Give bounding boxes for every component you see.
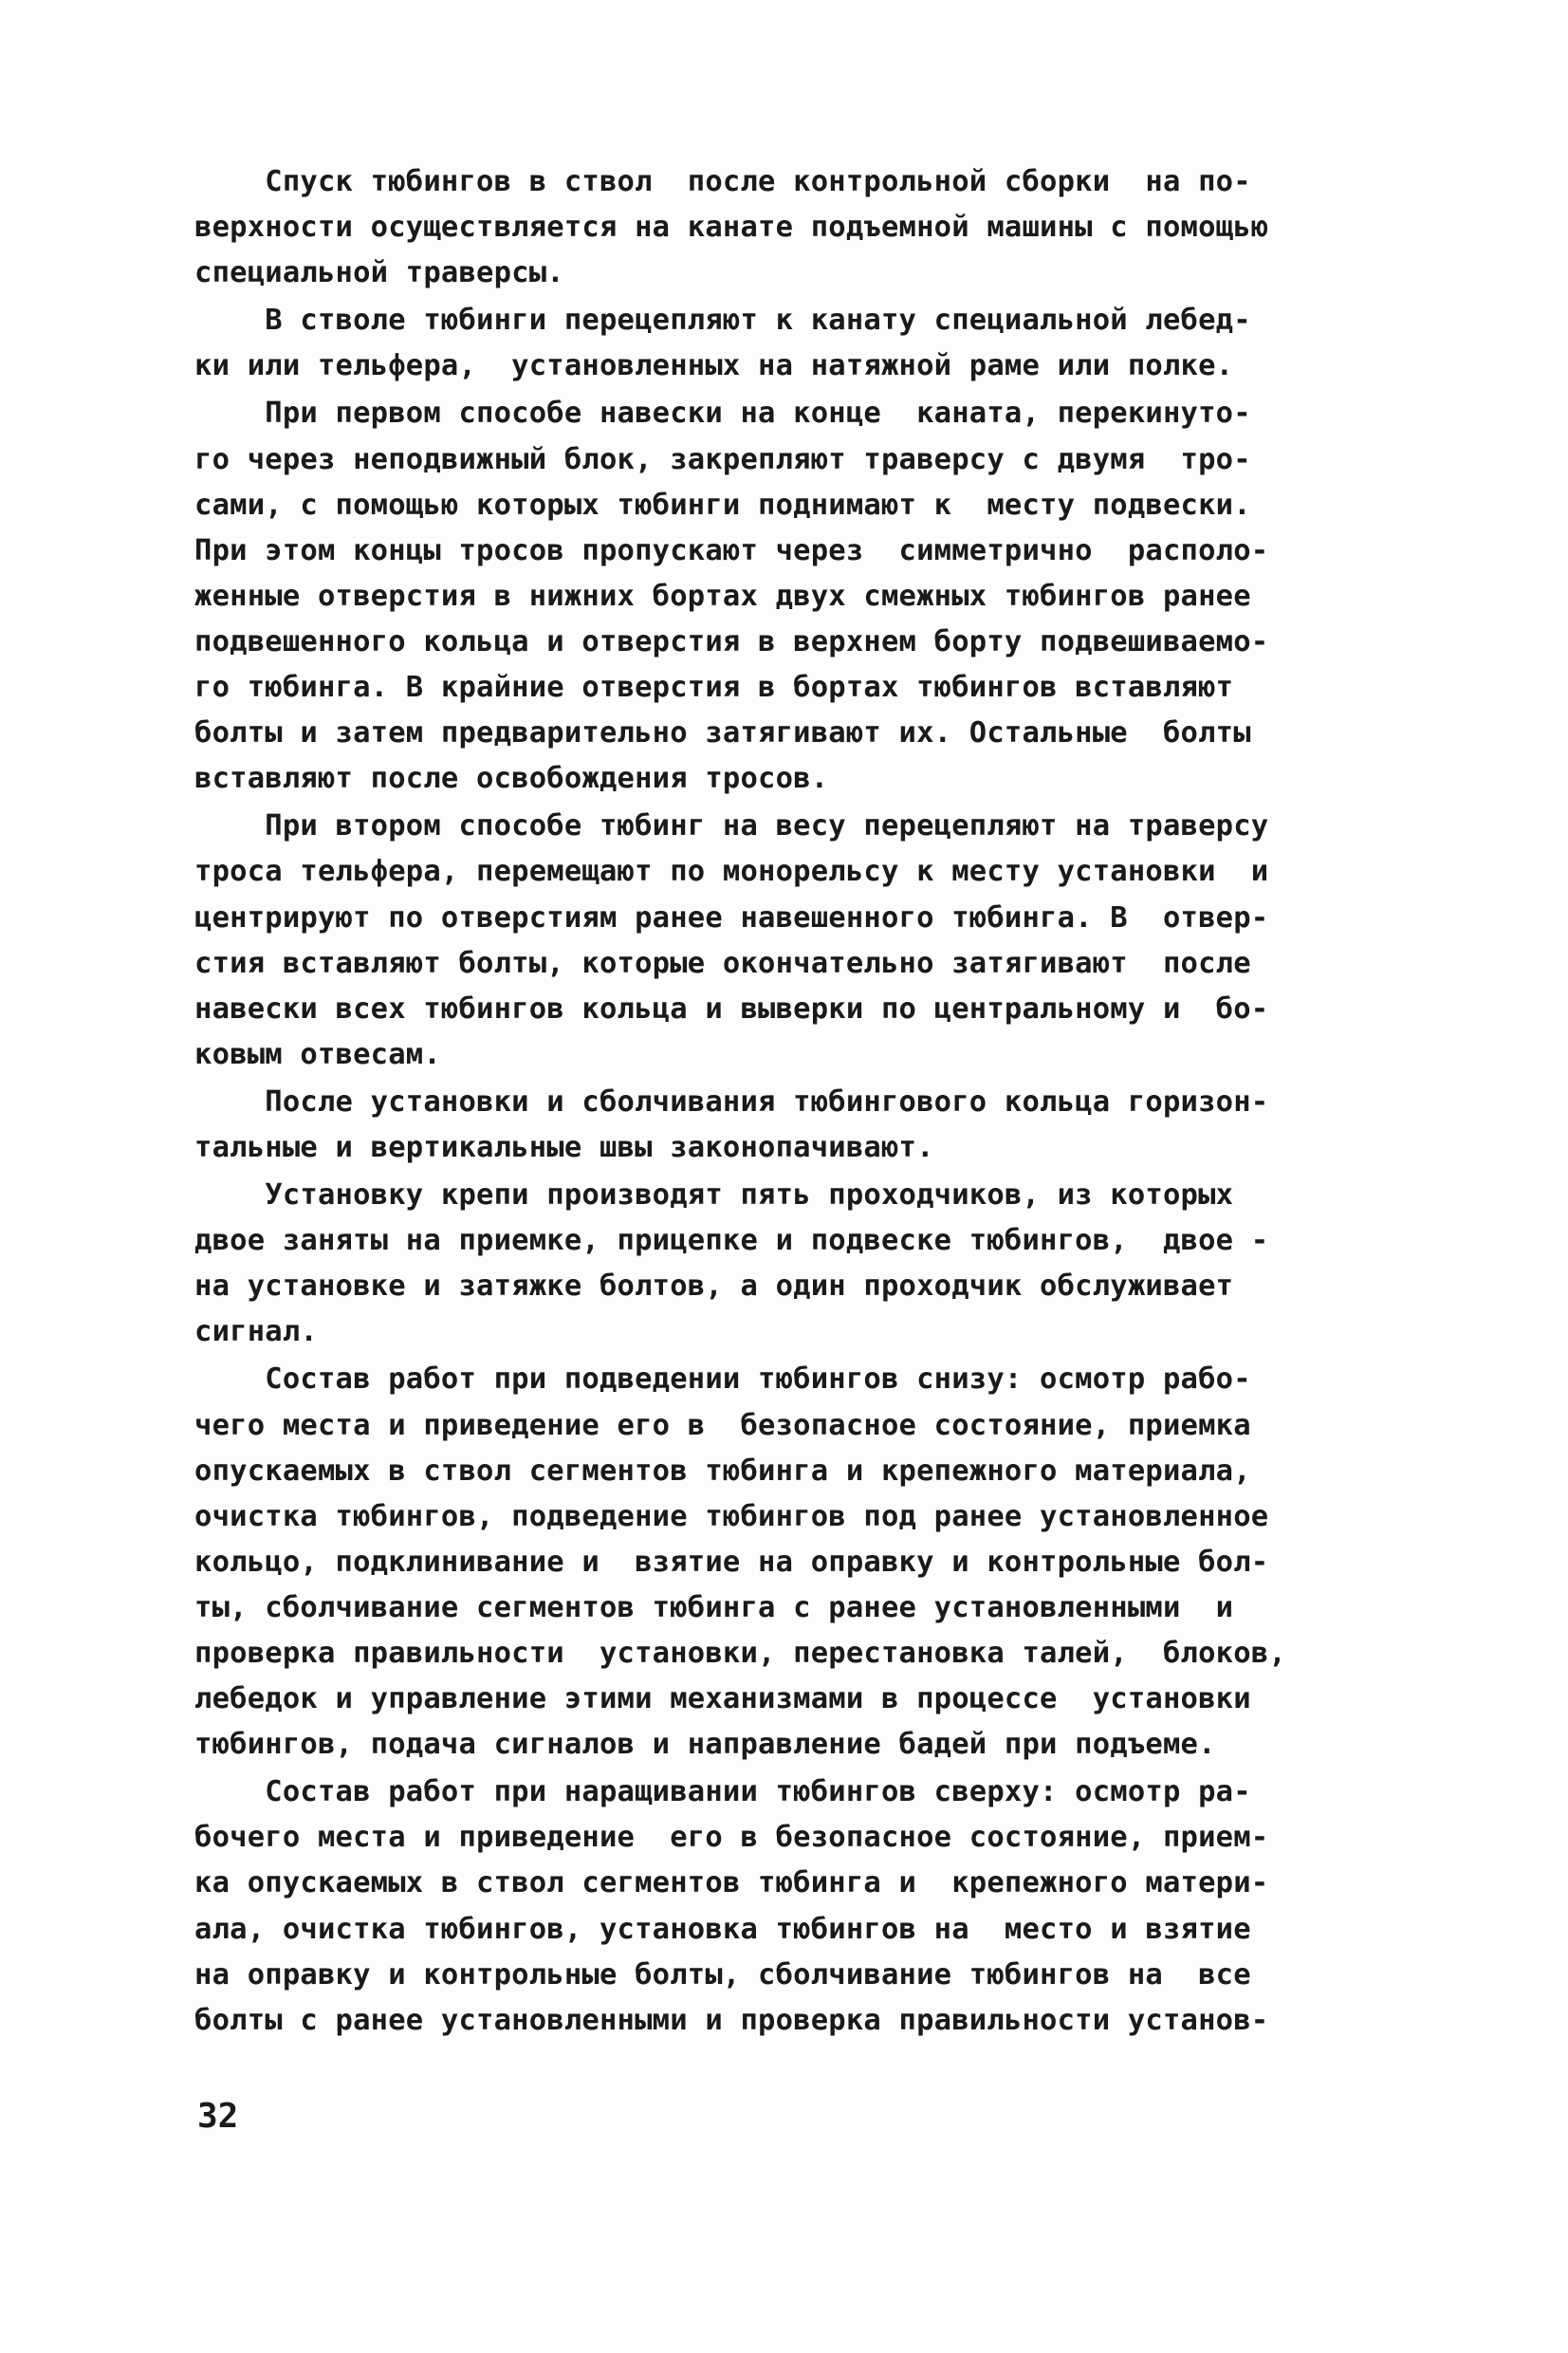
- text-line: сигнал.: [194, 1315, 318, 1349]
- text-line: верхности осуществляется на канате подъемной машины с помощью: [194, 211, 1269, 245]
- text-line: кольцо, подклинивание и взятие на оправку и контрольные бол-: [194, 1545, 1269, 1579]
- text-line: го тюбинга. В крайние отверстия в бортах тюбингов вставляют: [194, 671, 1234, 705]
- text-line: ала, очистка тюбингов, установка тюбингов на место и взятие: [194, 1912, 1251, 1946]
- text-line: троса тельфера, перемещают по монорельсу к месту установки и: [194, 855, 1269, 889]
- text-line: центрируют по отверстиям ранее навешенного тюбинга. В отвер-: [194, 900, 1269, 935]
- paragraph: [194, 804, 1388, 1078]
- paragraph: [194, 159, 1388, 296]
- text-line: на оправку и контрольные болты, сболчивание тюбингов на все: [194, 1957, 1251, 1992]
- text-line: ка опускаемых в ствол сегментов тюбинга и крепежного матери-: [194, 1866, 1269, 1900]
- text-line: тальные и вертикальные швы законопачивают.: [194, 1130, 934, 1164]
- text-line: В стволе тюбинги перецепляют к канату специальной лебед-: [194, 304, 1251, 338]
- text-line: Спуск тюбингов в ствол после контрольной сборки на по-: [194, 165, 1251, 198]
- text-line: чего места и приведение его в безопасное состояние, приемка: [194, 1408, 1251, 1442]
- text-line: При этом концы тросов пропускают через симметрично располо-: [194, 533, 1269, 567]
- text-line: Установку крепи производят пять проходчиков, из которых: [194, 1178, 1234, 1213]
- text-line: болты и затем предварительно затягивают их. Остальные болты: [194, 716, 1251, 750]
- text-line: лебедок и управление этими механизмами в процессе установки: [194, 1682, 1251, 1716]
- text-line: на установке и затяжке болтов, а один проходчик обслуживает: [194, 1269, 1234, 1304]
- paragraph: [194, 1080, 1388, 1171]
- paragraph: [194, 391, 1388, 802]
- text-line: После установки и сболчивания тюбингового кольца горизон-: [194, 1084, 1269, 1119]
- text-line: тюбингов, подача сигналов и направление бадей при подъеме.: [194, 1728, 1216, 1762]
- text-line: проверка правильности установки, перестановка талей, блоков,: [194, 1637, 1286, 1670]
- text-line: опускаемых в ствол сегментов тюбинга и крепежного материала,: [194, 1454, 1251, 1488]
- text-line: сами, с помощью которых тюбинги поднимают к месту подвески.: [194, 488, 1251, 522]
- text-line: женные отверстия в нижних бортах двух смежных тюбингов ранее: [194, 579, 1251, 613]
- text-line: Состав работ при наращивании тюбингов сверху: осмотр ра-: [194, 1775, 1251, 1809]
- text-line: болты с ранее установленными и проверка правильности установ-: [194, 2003, 1269, 2037]
- text-line: подвешенного кольца и отверстия в верхнем борту подвешиваемо-: [194, 624, 1269, 658]
- text-line: вставляют после освобождения тросов.: [194, 762, 829, 796]
- paragraph: [194, 298, 1388, 389]
- paragraph: [194, 1769, 1388, 2044]
- text-line: ковым отвесам.: [194, 1037, 441, 1071]
- text-line: ки или тельфера, установленных на натяжной раме или полке.: [194, 349, 1234, 383]
- text-line: очистка тюбингов, подведение тюбингов под ранее установленное: [194, 1499, 1269, 1533]
- text-line: При первом способе навески на конце каната, перекинуто-: [194, 397, 1251, 431]
- text-line: стия вставляют болты, которые окончательно затягивают после: [194, 946, 1251, 980]
- text-line: Состав работ при подведении тюбингов снизу: осмотр рабо-: [194, 1362, 1251, 1397]
- text-line: специальной траверсы.: [194, 256, 564, 290]
- paragraph: [194, 1357, 1388, 1768]
- text-line: навески всех тюбингов кольца и выверки по центральному и бо-: [194, 991, 1269, 1026]
- text-line: двое заняты на приемке, прицепке и подвеске тюбингов, двое -: [194, 1224, 1269, 1258]
- text-line: При втором способе тюбинг на весу перецепляют на траверсу: [194, 809, 1269, 843]
- body-text: [194, 159, 1388, 2046]
- page-number: 32: [197, 2097, 239, 2136]
- text-line: ты, сболчивание сегментов тюбинга с ранее установленными и: [194, 1590, 1234, 1624]
- paragraph: [194, 1173, 1388, 1355]
- text-line: бочего места и приведение его в безопасное состояние, прием-: [194, 1821, 1269, 1855]
- text-line: го через неподвижный блок, закрепляют траверсу с двумя тро-: [194, 442, 1251, 476]
